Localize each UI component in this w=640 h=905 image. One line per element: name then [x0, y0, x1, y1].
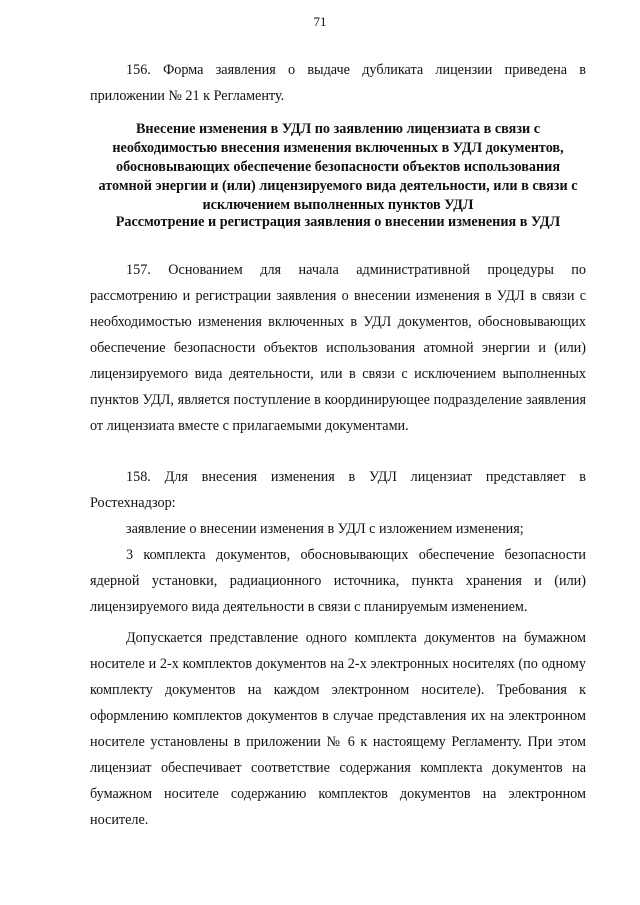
paragraph-158: 158. Для внесения изменения в УДЛ лицензиат представляет в Ростехнадзор:	[90, 469, 586, 511]
list-item-application: заявление о внесении изменения в УДЛ с изложением изменения;	[126, 521, 524, 537]
page-number: 71	[313, 14, 327, 29]
paragraph-156: 156. Форма заявления о выдаче дубликата лицензии приведена в приложении № 21 к Регламенту.	[90, 62, 586, 104]
section-heading: Внесение изменения в УДЛ по заявлению лицензиата в связи с необходимостью внесения изменения включенных в УДЛ документов, обосновывающих обеспечение безопасности объектов использования атомной энергии и (или) лицензируемого вида деятельности, или в связи с исключением выполненных пунктов УДЛ	[98, 121, 578, 213]
subsection-heading: Рассмотрение и регистрация заявления о внесении изменения в УДЛ	[115, 214, 561, 230]
paragraph-157: 157. Основанием для начала административной процедуры по рассмотрению и регистрации заявления о внесении изменения в УДЛ в связи с необходимостью изменения включенных в УДЛ документов, обосновывающих обеспечение безопасности объектов использования атомной энергии и (или) лицензируемого вида деятельности, или в связи с исключением выполненных пунктов УДЛ, является поступление в координирующее подразделение заявления от лицензиата вместе с прилагаемыми документами.	[90, 262, 586, 434]
list-item-document-sets: 3 комплекта документов, обосновывающих обеспечение безопасности ядерной установки, радиационного источника, пункта хранения и (или) лицензируемого вида деятельности в связи с планируемым изменением.	[90, 547, 586, 615]
paragraph-allowed: Допускается представление одного комплекта документов на бумажном носителе и 2-х комплектов документов на 2-х электронных носителях (по одному комплекту документов на каждом электронном носителе). Требования к оформлению комплектов документов в случае представления их на электронном носителе установлены в приложении № 6 к настоящему Регламенту. При этом лицензиат обеспечивает соответствие содержания комплекта документов на бумажном носителе содержанию комплектов документов на электронном носителе.	[90, 630, 586, 828]
